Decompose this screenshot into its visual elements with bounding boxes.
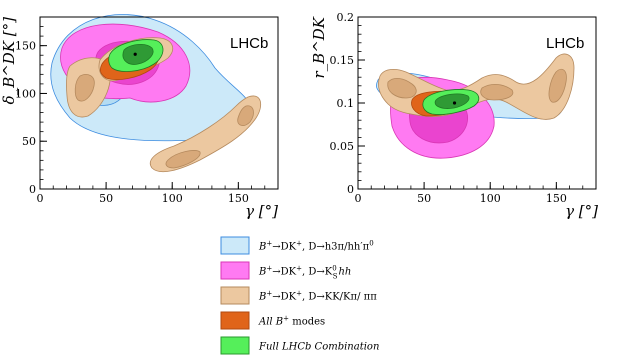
x-tick-label: 0 [36,192,44,205]
legend-label: B+→DK+, $D\to K^0$ $_S$hh [259,264,352,281]
y-tick-label: 0 [347,183,354,196]
y-tick-label: 0.2 [336,11,354,24]
right-lhcb-label: LHCb [546,35,585,52]
y-tick-label: 0.1 [336,97,354,110]
right-panel [310,11,598,220]
legend-label: B+→DK+, $D\to h3\pi/hh'\pi^0$ [259,239,374,253]
y-tick-label: 50 [22,135,36,149]
left-x-axis-label: γ [°] [245,202,278,220]
left-panel [0,14,278,220]
legend-label: All B+ modes [259,314,326,328]
left-best-fit-point [134,53,137,56]
y-tick-label: 100 [15,87,36,101]
x-tick-label: 50 [417,192,432,205]
y-tick-label: 150 [15,39,36,53]
left-y-axis-label: δ_B^DK [°] [0,17,18,105]
x-tick-label: 0 [354,192,362,205]
legend-swatch [221,237,249,254]
y-tick-label: 0.05 [329,140,354,153]
right-x-axis-label: γ [°] [565,202,598,220]
x-tick-label: 150 [545,192,567,205]
legend-label: Full LHCb Combination [259,341,380,353]
legend-swatch [221,337,249,354]
x-tick-label: 50 [99,192,114,205]
legend-swatch [221,262,249,279]
y-tick-label: 0.15 [329,54,354,67]
legend [221,237,379,354]
x-tick-label: 100 [161,192,183,205]
legend-swatch [221,287,249,304]
legend-label: B+→DK+, D→KK/Kπ/ ππ [259,289,377,303]
right-best-fit-point [453,101,456,104]
legend-swatch [221,312,249,329]
right-contours [376,54,574,158]
x-tick-label: 100 [479,192,501,205]
y-tick-label: 0 [29,183,36,196]
left-lhcb-label: LHCb [230,35,269,52]
right-y-axis-label: r_B^DK [310,17,328,79]
x-tick-label: 150 [227,192,249,205]
